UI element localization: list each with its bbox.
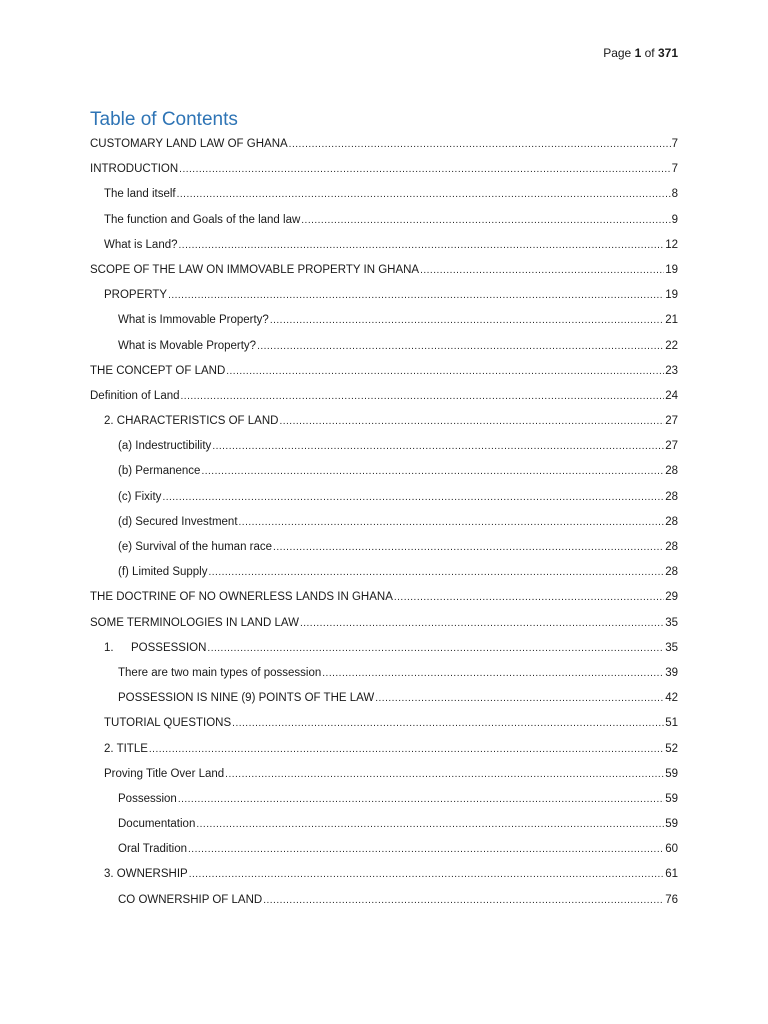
toc-entry-text: (c) Fixity [118, 490, 162, 503]
toc-entry-page: 7 [671, 138, 678, 150]
toc-entry[interactable] [90, 435, 678, 460]
page-of-label: of [644, 46, 655, 60]
toc-entry-text: SCOPE OF THE LAW ON IMMOVABLE PROPERTY IN GHANA [90, 263, 420, 276]
toc-entry-page: 22 [665, 339, 678, 352]
toc-entry[interactable] [90, 536, 678, 561]
toc-entry[interactable] [90, 460, 678, 485]
toc-entry[interactable] [90, 284, 678, 309]
toc-entry[interactable] [90, 889, 678, 914]
toc-entry-text: CUSTOMARY LAND LAW OF GHANA [90, 138, 288, 150]
toc-entry-text: The land itself [104, 188, 176, 201]
toc-entry-text: What is Movable Property? [118, 339, 257, 352]
toc-entry-text: CO OWNERSHIP OF LAND [118, 893, 263, 906]
toc-entry-page: 28 [665, 465, 678, 478]
toc-entry-text: What is Immovable Property? [118, 314, 269, 327]
toc-title: Table of Contents [90, 109, 238, 130]
toc-entry-page: 28 [665, 541, 678, 553]
toc-entry-text: TUTORIAL QUESTIONS [104, 717, 232, 730]
toc-entry[interactable] [90, 410, 678, 435]
toc-entry-page: 7 [671, 163, 678, 176]
toc-entry-page: 27 [665, 415, 678, 428]
toc-entry-page: 76 [665, 893, 678, 906]
toc-dot-leader [232, 713, 664, 735]
toc-entry[interactable] [90, 838, 678, 863]
toc-entry-page: 21 [665, 314, 678, 327]
toc-entry-label: POSSESSION [131, 641, 207, 654]
toc-dot-leader [270, 310, 664, 332]
toc-entry[interactable] [90, 486, 678, 511]
toc-entry[interactable] [90, 158, 678, 183]
toc-entry[interactable] [90, 612, 678, 637]
page-current: 1 [634, 46, 642, 60]
toc-entry[interactable] [90, 687, 678, 712]
toc-list [90, 133, 678, 914]
toc-entry-page: 59 [665, 792, 678, 805]
toc-dot-leader [212, 436, 664, 458]
toc-entry-page: 19 [665, 263, 678, 276]
toc-dot-leader [207, 638, 664, 660]
toc-entry-page: 24 [665, 389, 678, 402]
toc-entry[interactable] [90, 738, 678, 763]
page-label: Page [603, 46, 632, 60]
toc-entry-text: 3. OWNERSHIP [104, 868, 188, 881]
toc-entry-text: (f) Limited Supply [118, 566, 208, 579]
toc-entry[interactable] [90, 637, 678, 662]
toc-entry-text: Possession [118, 792, 177, 805]
toc-entry-text: Proving Title Over Land [104, 767, 225, 780]
toc-entry-text: Definition of Land [90, 389, 180, 402]
toc-dot-leader [257, 336, 664, 358]
toc-dot-leader [226, 361, 664, 383]
toc-entry-text: (a) Indestructibility [118, 440, 212, 453]
toc-entry[interactable] [90, 133, 678, 158]
toc-entry-text [104, 637, 206, 659]
toc-dot-leader [289, 134, 671, 156]
toc-entry[interactable] [90, 259, 678, 284]
toc-entry-page: 28 [665, 515, 678, 528]
toc-entry-page: 61 [665, 868, 678, 881]
toc-entry[interactable] [90, 234, 678, 259]
toc-entry[interactable] [90, 813, 678, 838]
toc-entry[interactable] [90, 863, 678, 888]
toc-entry-text: (b) Permanence [118, 465, 201, 478]
toc-entry-text: 2. TITLE [104, 742, 148, 755]
toc-entry-page: 29 [665, 591, 678, 604]
toc-dot-leader [273, 537, 664, 559]
toc-entry-page: 35 [665, 641, 678, 654]
toc-dot-leader [196, 814, 664, 836]
toc-dot-leader [177, 184, 671, 206]
toc-dot-leader [225, 764, 664, 786]
page-total: 371 [657, 46, 678, 60]
toc-entry-text: POSSESSION IS NINE (9) POINTS OF THE LAW [118, 692, 375, 705]
toc-entry-page: 28 [665, 490, 678, 503]
toc-dot-leader [178, 789, 664, 811]
toc-dot-leader [168, 285, 664, 307]
toc-entry[interactable] [90, 335, 678, 360]
toc-entry-text: (d) Secured Investment [118, 515, 238, 528]
toc-dot-leader [239, 512, 665, 534]
toc-dot-leader [201, 461, 664, 483]
toc-entry-page: 39 [665, 666, 678, 679]
toc-entry[interactable] [90, 712, 678, 737]
toc-entry-text: (e) Survival of the human race [118, 541, 273, 553]
toc-entry[interactable] [90, 586, 678, 611]
toc-entry-text: There are two main types of possession [118, 666, 322, 679]
toc-entry-text: SOME TERMINOLOGIES IN LAND LAW [90, 616, 299, 629]
toc-entry-number: 1. [104, 641, 114, 654]
toc-entry[interactable] [90, 209, 678, 234]
toc-dot-leader [263, 890, 664, 912]
toc-entry-page: 19 [665, 289, 678, 302]
toc-entry[interactable] [90, 788, 678, 813]
toc-entry-text: Oral Tradition [118, 843, 188, 856]
toc-entry-text: 2. CHARACTERISTICS OF LAND [104, 415, 279, 428]
toc-dot-leader [149, 739, 664, 761]
toc-entry-text: THE DOCTRINE OF NO OWNERLESS LANDS IN GHANA [90, 591, 393, 604]
toc-entry-page: 52 [665, 742, 678, 755]
toc-entry-page: 42 [665, 692, 678, 705]
toc-entry-page: 9 [671, 213, 678, 226]
toc-entry-text: PROPERTY [104, 289, 168, 302]
toc-entry-page: 51 [665, 717, 678, 730]
toc-entry-page: 23 [665, 364, 678, 377]
toc-entry-page: 59 [665, 818, 678, 831]
toc-entry[interactable] [90, 309, 678, 334]
toc-entry-page: 60 [665, 843, 678, 856]
toc-dot-leader [179, 159, 670, 181]
toc-entry-text: THE CONCEPT OF LAND [90, 364, 226, 377]
toc-entry-text: Documentation [118, 818, 196, 831]
toc-entry-page: 27 [665, 440, 678, 453]
toc-dot-leader [375, 688, 664, 710]
toc-dot-leader [322, 663, 664, 685]
toc-entry[interactable] [90, 561, 678, 586]
toc-entry-page: 35 [665, 616, 678, 629]
toc-entry[interactable] [90, 763, 678, 788]
toc-entry[interactable] [90, 385, 678, 410]
toc-dot-leader [208, 562, 664, 584]
toc-entry-text: INTRODUCTION [90, 163, 179, 176]
toc-dot-leader [394, 587, 664, 609]
toc-entry[interactable] [90, 360, 678, 385]
toc-entry-page: 8 [671, 188, 678, 201]
toc-dot-leader [279, 411, 664, 433]
toc-dot-leader [188, 839, 664, 861]
toc-dot-leader [301, 210, 670, 232]
toc-entry-text: What is Land? [104, 238, 178, 251]
page-number-header [603, 46, 678, 60]
toc-dot-leader [181, 386, 665, 408]
toc-entry-page: 12 [665, 238, 678, 251]
toc-dot-leader [162, 487, 664, 509]
toc-dot-leader [179, 235, 665, 257]
toc-entry-page: 59 [665, 767, 678, 780]
toc-entry-page: 28 [665, 566, 678, 579]
toc-entry[interactable] [90, 183, 678, 208]
toc-entry[interactable] [90, 662, 678, 687]
toc-dot-leader [189, 864, 664, 886]
toc-entry-text: The function and Goals of the land law [104, 213, 301, 226]
toc-dot-leader [420, 260, 664, 282]
toc-dot-leader [300, 613, 664, 635]
toc-entry[interactable] [90, 511, 678, 536]
